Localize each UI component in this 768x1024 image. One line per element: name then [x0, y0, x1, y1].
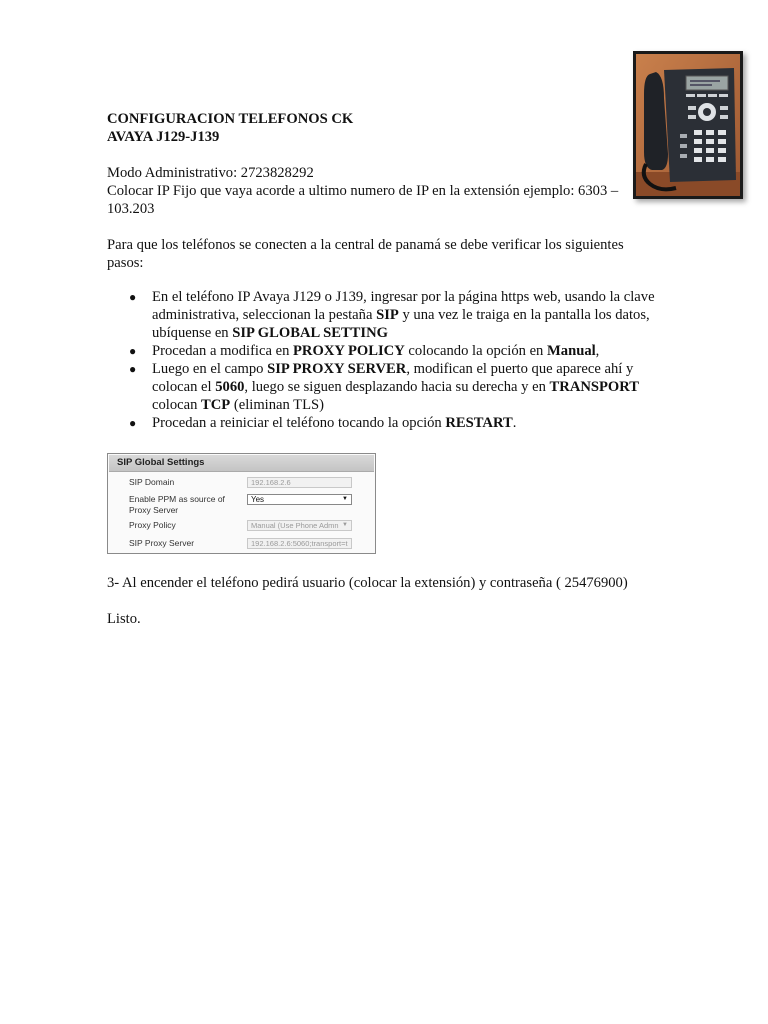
proxy-policy-value: Manual (Use Phone Admn: [251, 521, 339, 530]
title-line-1: CONFIGURACION TELEFONOS CK: [107, 111, 354, 127]
bullet-icon: ●: [129, 416, 137, 430]
step-keyword: RESTART: [445, 415, 513, 431]
step-text: Procedan a reiniciar el teléfono tocando la opción: [152, 415, 446, 431]
document-title: [107, 110, 353, 146]
step-keyword: SIP PROXY SERVER: [267, 361, 407, 377]
desk-phone-icon: [636, 54, 740, 196]
step-keyword: Manual: [547, 343, 596, 359]
step-text: En el teléfono IP Avaya J129 o J139, ingresar por la página https web, usando la clave administrativa, seleccionan la pestaña: [152, 289, 655, 323]
ip-instruction-example: 103.203: [107, 201, 155, 217]
step-text: Procedan a modifica en: [152, 343, 294, 359]
step-text: colocando la opción en: [404, 343, 548, 359]
step-text: y una vez le traiga en la pantalla los datos, ubíquense en: [152, 307, 650, 341]
step-text: .: [512, 415, 517, 431]
proxy-policy-label: Proxy Policy: [129, 520, 176, 530]
step-text: (eliminan TLS): [230, 397, 324, 413]
sip-panel-header: SIP Global Settings: [109, 455, 374, 472]
admin-mode-line: Modo Administrativo: 2723828292: [107, 165, 314, 181]
step-keyword: PROXY POLICY: [293, 343, 405, 359]
sip-global-settings-panel: [107, 453, 376, 554]
sip-proxy-server-label: SIP Proxy Server: [129, 538, 195, 548]
bullet-icon: ●: [129, 344, 137, 358]
enable-ppm-value: Yes: [251, 495, 265, 504]
step-item: [107, 414, 667, 432]
dropdown-arrow-icon: ▼: [342, 522, 348, 528]
step-item: [107, 360, 667, 414]
sip-domain-field[interactable]: 192.168.2.6: [247, 477, 352, 488]
step-keyword: 5060: [215, 379, 245, 395]
dropdown-arrow-icon: ▼: [342, 496, 348, 502]
step-text: colocan: [152, 397, 202, 413]
ip-instruction-line: Colocar IP Fijo que vaya acorde a ultimo numero de IP en la extensión ejemplo: 6303 –: [107, 183, 619, 199]
final-step-line: 3- Al encender el teléfono pedirá usuario (colocar la extensión) y contraseña ( 25476900): [107, 575, 628, 591]
sip-proxy-server-field[interactable]: 192.168.2.6:5060;transport=t: [247, 538, 352, 549]
desk-phone-photo: [633, 51, 743, 199]
step-text: ,: [595, 343, 600, 359]
sip-domain-label: SIP Domain: [129, 477, 175, 487]
step-text: , luego se siguen desplazando hacia su derecha y en: [244, 379, 550, 395]
steps-list: [107, 288, 667, 432]
step-keyword: SIP GLOBAL SETTING: [232, 325, 388, 341]
step-keyword: TCP: [201, 397, 231, 413]
step-text: Luego en el campo: [152, 361, 268, 377]
bullet-icon: ●: [129, 362, 137, 376]
step-item: [107, 342, 667, 360]
verify-paragraph: Para que los teléfonos se conecten a la central de panamá se debe verificar los siguientes pasos:: [107, 237, 624, 271]
closing-line: Listo.: [107, 611, 141, 627]
enable-ppm-label: Enable PPM as source of Proxy Server: [129, 494, 225, 515]
proxy-policy-select[interactable]: [247, 520, 352, 531]
step-keyword: SIP: [376, 307, 399, 323]
step-item: [107, 288, 667, 342]
bullet-icon: ●: [129, 290, 137, 304]
step-text: , modifican el puerto que aparece ahí y colocan el: [152, 361, 634, 395]
enable-ppm-select[interactable]: [247, 494, 352, 505]
step-keyword: TRANSPORT: [549, 379, 640, 395]
title-line-2: AVAYA J129-J139: [107, 129, 220, 145]
